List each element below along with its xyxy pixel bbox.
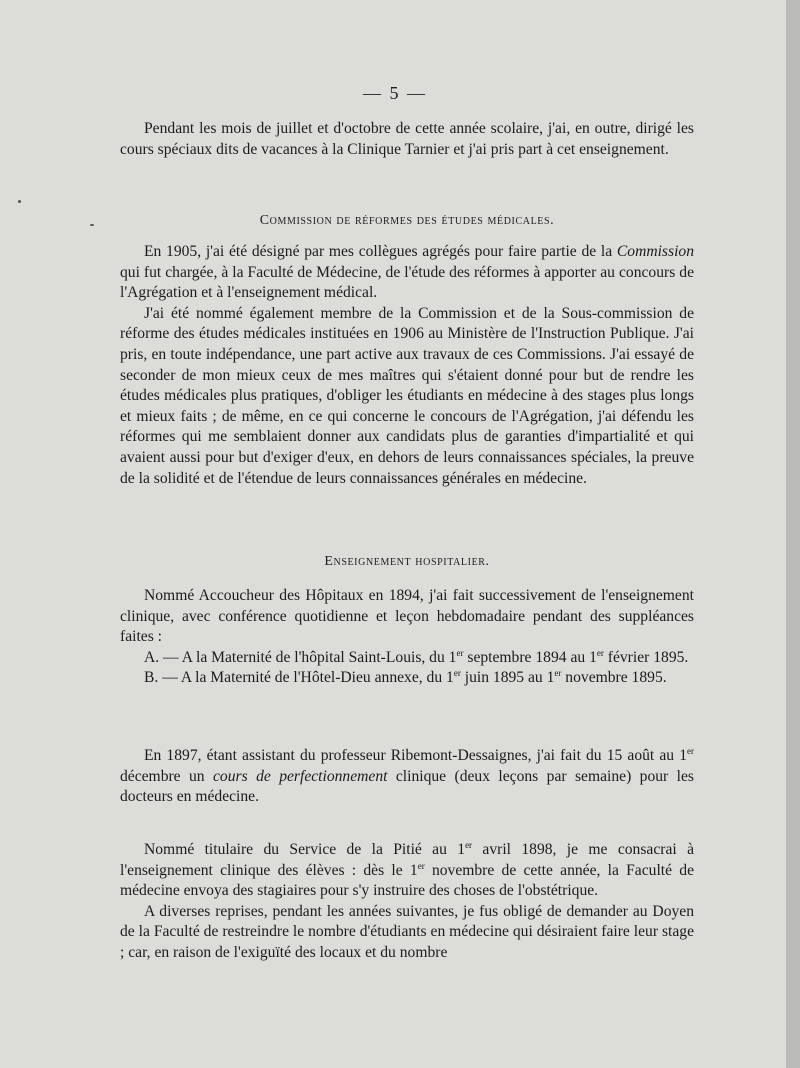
paragraph-enseignement-1: Nommé Accoucheur des Hôpitaux en 1894, j'ai fait successivement de l'enseignement clinique, avec conférence quotidienne et leçon hebdomadaire pendant des suppléances faites :: [120, 587, 694, 646]
paragraph-commission-2: J'ai été nommé également membre de la Commission et de la Sous-commission de réforme des études médicales instituées en 1906 au Ministère de l'Instruction Publique. J'ai pris, en toute indépendance, une part active aux travaux de ces Commissions. J'ai essayé de seconder de mon mieux ceux de mes maîtres qui s'étaient donné pour but de rendre les études médicales plus pratiques, d'obliger les étudiants en médecine à des stages plus longs et mieux faits ; de même, en ce qui concerne le concours de l'Agrégation, j'ai défendu les réformes qui me semblaient donner aux candidats plus de garanties d'impartialité et qui avaient aussi pour but d'exiger d'eux, en dehors de leurs connaissances spéciales, la preuve de la solidité et de l'étendue de leurs connaissances générales en médecine.: [120, 304, 694, 487]
text: Nommé titulaire du Service de la Pitié au 1: [144, 841, 466, 858]
text: A. — A la Maternité de l'hôpital Saint-Louis, du 1: [144, 648, 457, 666]
section-commission-body: [120, 242, 694, 489]
superscript: er: [465, 839, 473, 850]
text: avril 1898, je me consacrai à l'enseignement clinique des élèves : dès le 1: [120, 841, 694, 879]
text: novembre 1895.: [561, 669, 667, 687]
superscript: er: [687, 745, 694, 756]
superscript: er: [554, 668, 562, 679]
paragraph-diverses-reprises: A diverses reprises, pendant les années suivantes, je fus obligé de demander au Doyen de la Faculté de restreindre le nombre d'étudiants en médecine qui désiraient faire leur stage ; car, en raison de l'exiguïté des locaux et du nombre: [120, 902, 694, 961]
text: clinique (deux leçons par semaine) pour les docteurs en médecine.: [120, 767, 694, 806]
speck: [90, 224, 94, 226]
text: En 1897, étant assistant du professeur Ribemont-Dessaignes, j'ai fait du 15 août au 1: [144, 747, 687, 764]
text: En 1905, j'ai été désigné par mes collègues agrégés pour faire partie de la: [144, 243, 617, 260]
list-item-b: [120, 668, 694, 689]
text: juin 1895 au 1: [460, 669, 555, 687]
superscript: er: [596, 647, 604, 658]
italic-text: cours de perfectionnement: [213, 767, 388, 785]
text: B. — A la Maternité de l'Hôtel-Dieu annexe, du 1: [144, 669, 454, 687]
section-heading-commission: Commission de réformes des études médicales.: [259, 213, 555, 228]
paragraph-1898: [120, 840, 694, 902]
intro-paragraph: [120, 119, 694, 160]
text: février 1895.: [603, 648, 689, 666]
text: qui fut chargée, à la Faculté de Médecine, de l'étude des réformes à apporter au concours de l'Agrégation et à l'enseignement médical.: [120, 263, 694, 302]
text: septembre 1894 au 1: [463, 648, 597, 666]
list-item-a: [120, 648, 694, 669]
italic-text: Commission: [616, 243, 694, 260]
page-number: — 5 —: [363, 83, 427, 103]
superscript: er: [456, 647, 464, 658]
intro-text: Pendant les mois de juillet et d'octobre de cette année scolaire, j'ai, en outre, dirigé les cours spéciaux dits de vacances à la Clinique Tarnier et j'ai pris part à cet enseignement.: [120, 120, 694, 158]
section-enseignement-body: [120, 586, 694, 689]
paragraph-1897: [120, 746, 694, 808]
superscript: er: [417, 860, 425, 871]
speck: [18, 200, 21, 203]
section-enseignement-1897: [120, 746, 694, 808]
superscript: er: [453, 668, 461, 679]
section-enseignement-1898: [120, 840, 694, 964]
paragraph-commission-1: [120, 242, 694, 304]
section-heading-enseignement: Enseignement hospitalier.: [324, 554, 490, 569]
text: novembre de cette année, la Faculté de médecine envoya des stagiaires pour s'y instruire des choses de l'obstétrique.: [120, 861, 694, 900]
text: décembre un: [120, 767, 214, 785]
